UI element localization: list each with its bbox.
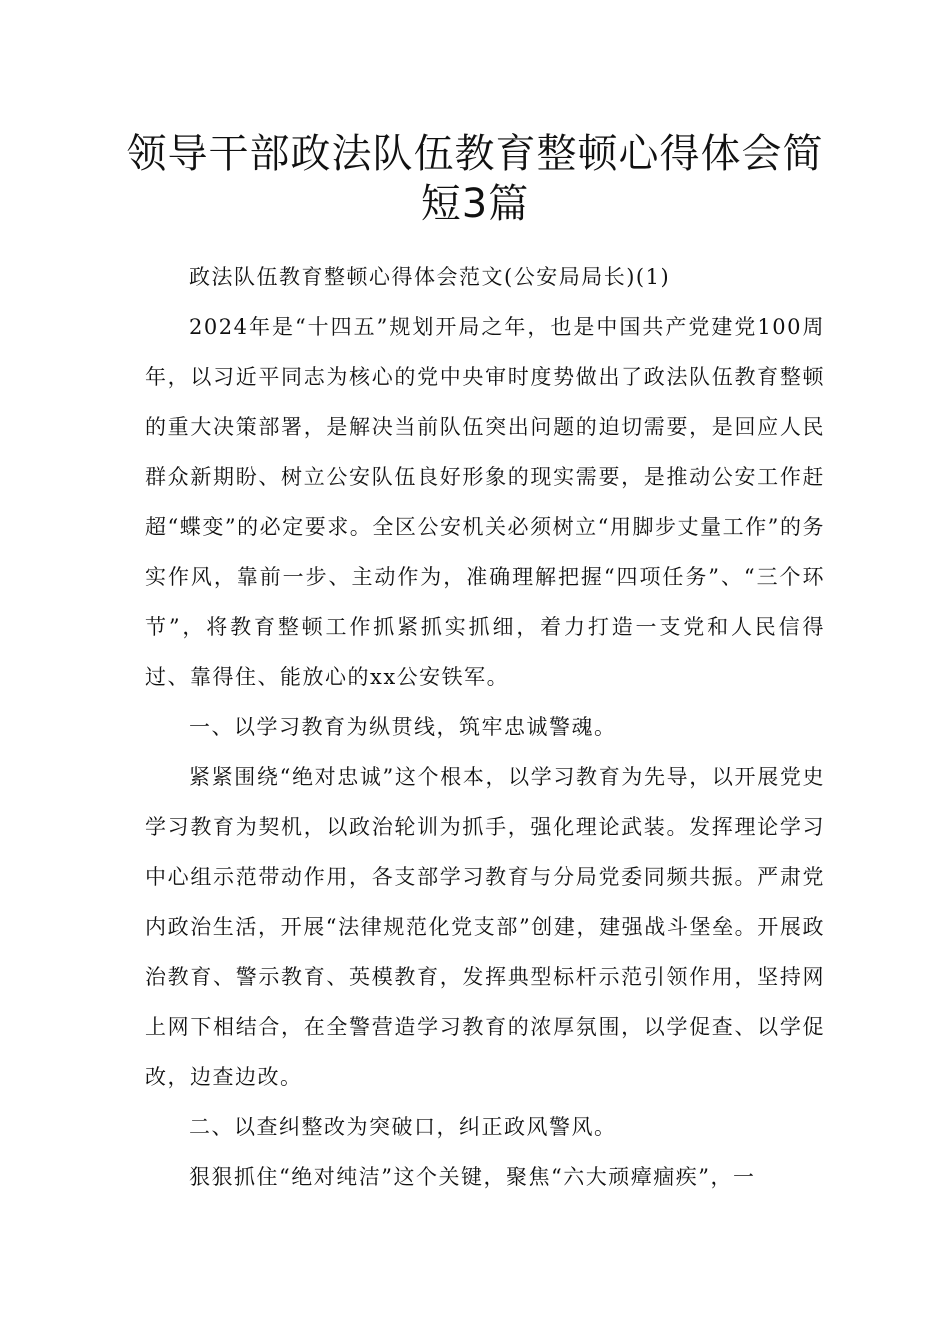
paragraph-intro: 2024年是“十四五”规划开局之年，也是中国共产党建党100周年，以习近平同志为核心的党中央审时度势做出了政法队伍教育整顿的重大决策部署，是解决当前队伍突出问题的迫切需要，是回应人民群众新期盼、树立公安队伍良好形象的现实需要，是推动公安工作赶超“蝶变”的必定要求。全区公安机关必须树立“用脚步丈量工作”的务实作风，靠前一步、主动作为，准确理解把握“四项任务”、“三个环节”，将教育整顿工作抓紧抓实抓细，着力打造一支党和人民信得过、靠得住、能放心的xx公安铁军。 (145, 315, 825, 689)
document-title-line-2: 短3篇 (420, 181, 530, 227)
document-title-line-1: 领导干部政法队伍教育整顿心得体会简 (126, 131, 824, 177)
paragraph-subtitle: 政法队伍教育整顿心得体会范文(公安局局长)(1) (189, 265, 671, 289)
section-heading-2: 二、以查纠整改为突破口，纠正政风警风。 (189, 1115, 617, 1139)
paragraph-section-1: 紧紧围绕“绝对忠诚”这个根本，以学习教育为先导，以开展党史学习教育为契机，以政治轮训为抓手，强化理论武装。发挥理论学习中心组示范带动作用，各支部学习教育与分局党委同频共振。严肃党内政治生活，开展“法律规范化党支部”创建，建强战斗堡垒。开展政治教育、警示教育、英模教育，发挥典型标杆示范引领作用，坚持网上网下相结合，在全警营造学习教育的浓厚氛围，以学促查、以学促改，边查边改。 (145, 765, 825, 1089)
document-body (145, 252, 825, 1202)
paragraph-section-2: 狠狠抓住“绝对纯洁”这个关键，聚焦“六大顽瘴痼疾”，一 (189, 1165, 756, 1189)
section-heading-1: 一、以学习教育为纵贯线，筑牢忠诚警魂。 (189, 715, 617, 739)
